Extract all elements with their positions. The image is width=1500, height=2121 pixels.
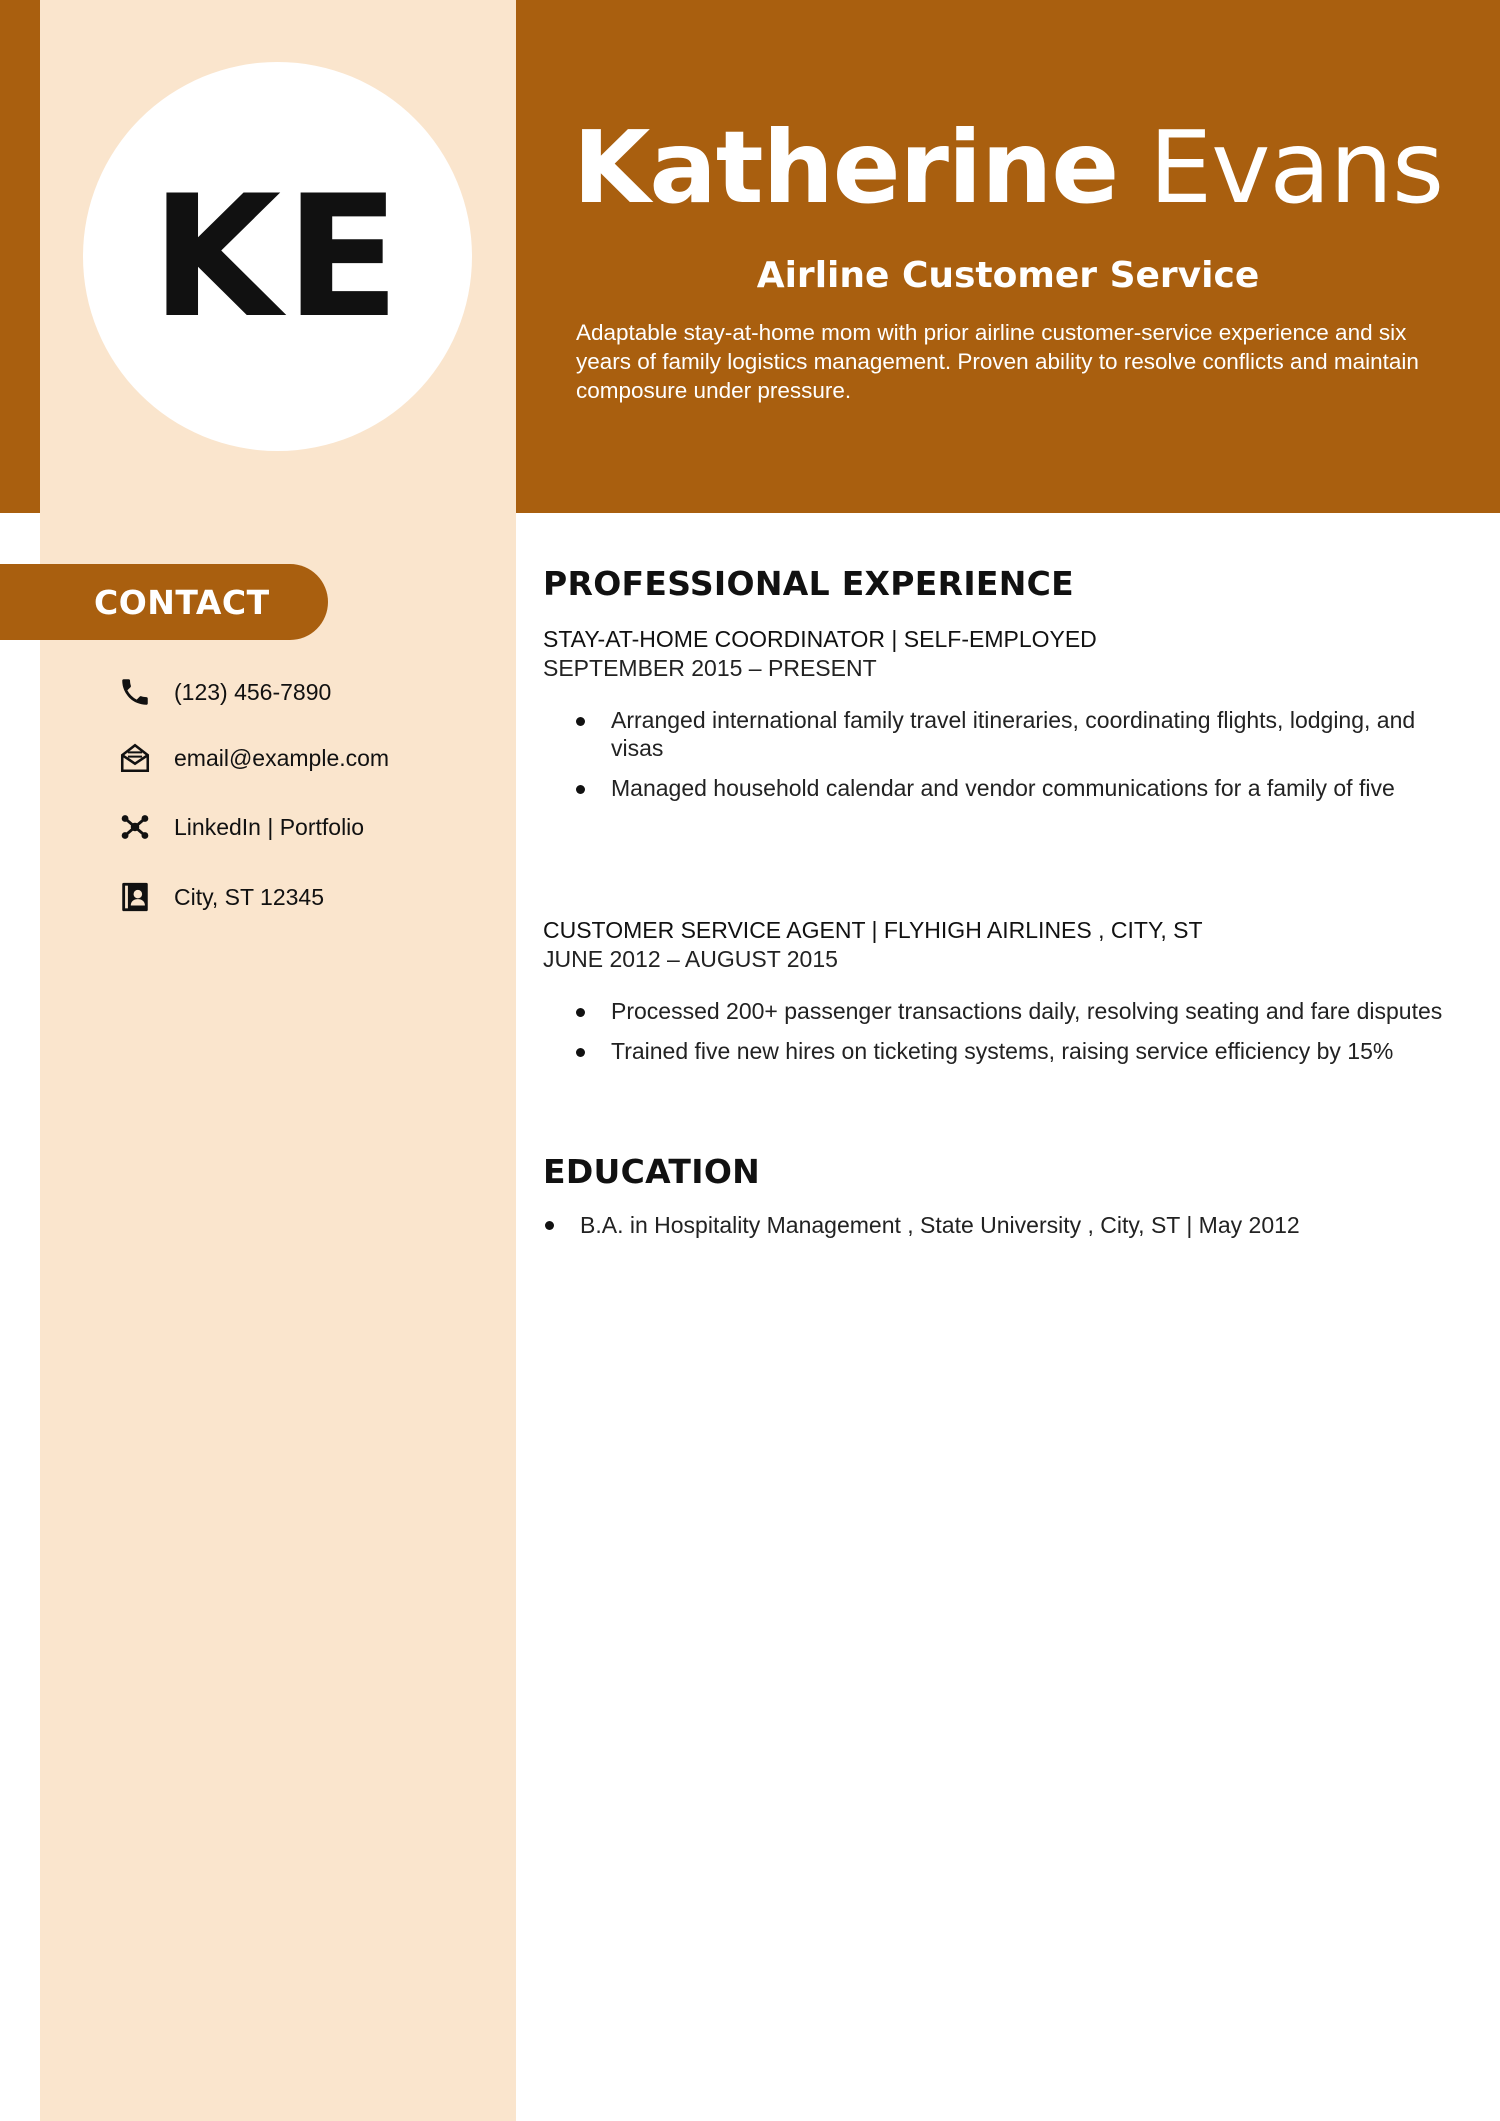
contact-item-links bbox=[116, 807, 364, 847]
left-accent-band bbox=[0, 0, 40, 513]
contact-address: City, ST 12345 bbox=[174, 883, 325, 910]
network-icon bbox=[116, 808, 154, 846]
bullet-dot bbox=[545, 1221, 554, 1230]
list-item: Arranged international family travel itineraries, coordinating flights, lodging, and visas bbox=[575, 706, 1455, 762]
contact-heading-pill bbox=[0, 564, 328, 640]
monogram-initials: KE bbox=[151, 158, 404, 355]
contact-email[interactable]: email@example.com bbox=[174, 744, 390, 771]
experience-heading: PROFESSIONAL EXPERIENCE bbox=[543, 564, 1075, 603]
education-heading: EDUCATION bbox=[543, 1152, 761, 1191]
candidate-name bbox=[516, 109, 1500, 226]
contact-heading: CONTACT bbox=[94, 582, 270, 622]
list-item: Processed 200+ passenger transactions daily, resolving seating and fare disputes bbox=[575, 997, 1455, 1025]
monogram-circle bbox=[83, 62, 472, 451]
job-2-dates: JUNE 2012 – AUGUST 2015 bbox=[543, 946, 838, 972]
contact-item-email bbox=[116, 738, 389, 778]
contact-item-phone bbox=[116, 672, 331, 712]
job-2-bullets bbox=[575, 997, 1455, 1077]
phone-icon bbox=[116, 673, 154, 711]
contact-phone[interactable]: (123) 456-7890 bbox=[174, 678, 332, 705]
contact-links[interactable]: LinkedIn | Portfolio bbox=[174, 813, 365, 840]
last-name: Evans bbox=[1149, 109, 1444, 226]
address-book-icon bbox=[116, 878, 154, 916]
job-2-title: CUSTOMER SERVICE AGENT | FLYHIGH AIRLINES , CITY, ST bbox=[543, 917, 1203, 943]
email-icon bbox=[116, 739, 154, 777]
list-item: Managed household calendar and vendor communications for a family of five bbox=[575, 774, 1455, 802]
job-1-dates: SEPTEMBER 2015 – PRESENT bbox=[543, 655, 877, 681]
first-name: Katherine bbox=[572, 109, 1119, 226]
education-item bbox=[545, 1212, 1300, 1239]
job-role: Airline Customer Service bbox=[756, 255, 1260, 296]
list-item: Trained five new hires on ticketing systems, raising service efficiency by 15% bbox=[575, 1037, 1455, 1065]
job-1-bullets bbox=[575, 706, 1455, 814]
profile-summary: Adaptable stay-at-home mom with prior airline customer-service experience and six years of family logistics management. Proven ability to resolve conflicts and maintain composure under pressure. bbox=[576, 320, 1419, 403]
education-text: B.A. in Hospitality Management , State University , City, ST | May 2012 bbox=[580, 1212, 1300, 1238]
contact-item-address bbox=[116, 877, 324, 917]
job-1-title: STAY-AT-HOME COORDINATOR | SELF-EMPLOYED bbox=[543, 626, 1097, 652]
